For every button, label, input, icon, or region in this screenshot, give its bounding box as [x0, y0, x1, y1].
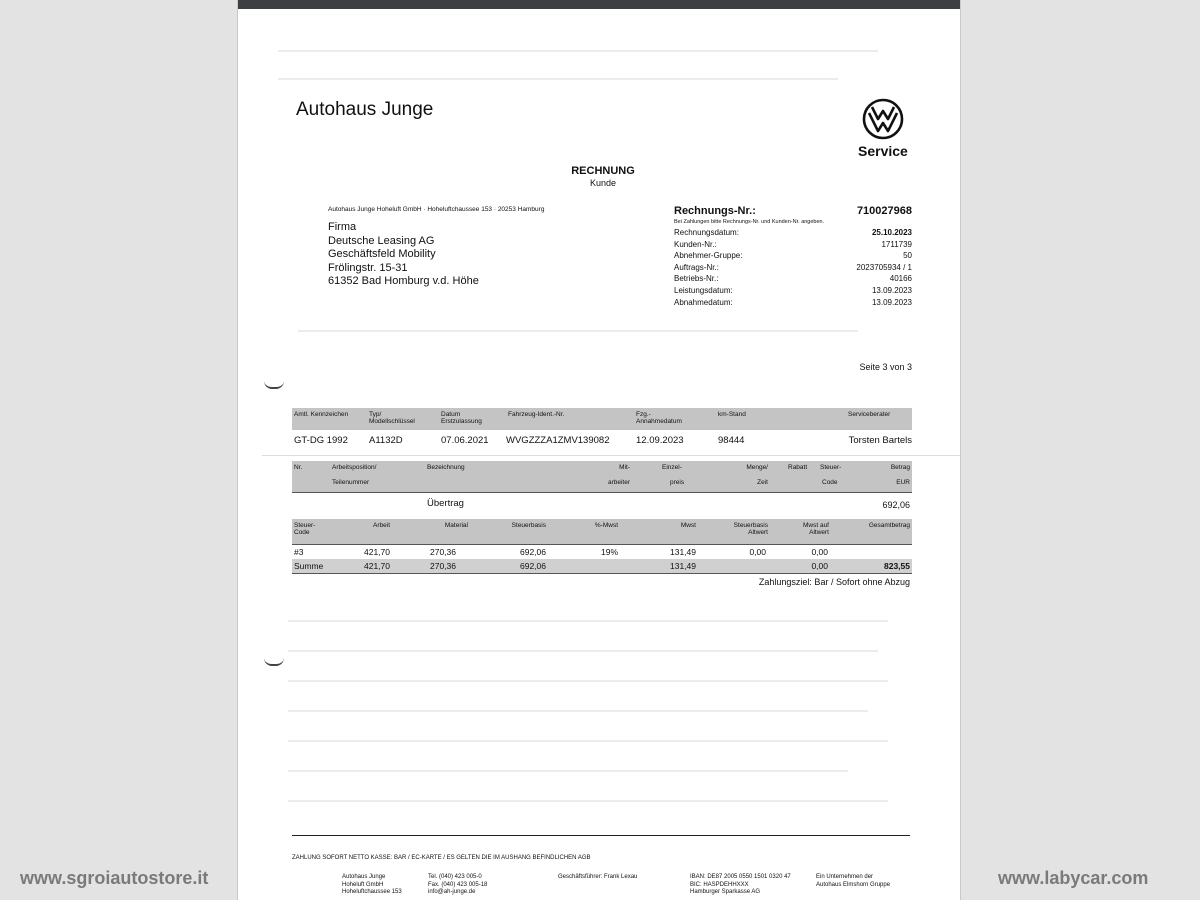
meta-label: Abnehmer-Gruppe: [674, 251, 743, 261]
vehicle-fin: WVGZZZA1ZMV139082 [506, 435, 610, 446]
header-annahme: Fzg.- Annahmedatum [636, 411, 682, 425]
meta-label: Betriebs-Nr.: [674, 274, 719, 284]
tax-material: 270,36 [430, 547, 456, 557]
meta-row [674, 286, 912, 298]
meta-row [674, 274, 912, 286]
footer-line: Hamburger Sparkasse AG [690, 889, 761, 895]
header-erstzulassung: Datum Erstzulassung [441, 411, 482, 425]
footer-line: Ein Unternehmen der [816, 874, 874, 880]
meta-value: 25.10.2023 [871, 228, 912, 237]
payment-terms: Zahlungsziel: Bar / Sofort ohne Abzug [758, 577, 910, 587]
tax-header-mwst: Mwst [680, 522, 696, 529]
tax-mwst: 131,49 [670, 547, 696, 557]
tax-material: 270,36 [430, 561, 456, 571]
punch-mark [264, 381, 284, 389]
meta-value: 13.09.2023 [871, 285, 912, 295]
vehicle-berater: Torsten Bartels [848, 435, 912, 446]
vehicle-erstzulassung: 07.06.2021 [441, 435, 489, 446]
recipient-address [328, 221, 479, 289]
items-header-einzel: Einzel- [662, 464, 682, 471]
tax-basis: 692,06 [520, 561, 546, 571]
meta-row [674, 240, 912, 252]
meta-label: Abnahmedatum: [674, 297, 733, 307]
footer-line: Hoheluftchaussee 153 [342, 889, 402, 895]
items-header-steuer: Steuer- [820, 464, 842, 471]
footer-company [342, 874, 402, 897]
tax-mwst: 131,49 [670, 561, 696, 571]
footer-line: Hoheluft GmbH [342, 881, 384, 888]
items-header-arbeiter: arbeiter [607, 479, 630, 486]
footer-group [816, 874, 890, 889]
recipient-line: 61352 Bad Homburg v.d. Höhe [328, 275, 479, 287]
recipient-line: Geschäftsfeld Mobility [328, 248, 436, 260]
tax-header-basis: Steuerbasis [511, 522, 546, 529]
scan-ghost [288, 800, 888, 802]
tax-header-arbeit: Arbeit [373, 522, 390, 529]
scan-ghost [288, 740, 888, 742]
tax-gesamt: 823,55 [884, 561, 910, 571]
items-rule [292, 492, 912, 493]
invoice-page [238, 0, 960, 900]
items-header-eur: EUR [896, 479, 910, 486]
sender-line: Autohaus Junge Hoheluft GmbH · Hoheluftchaussee 153 · 20253 Hamburg [328, 206, 545, 213]
items-header-menge: Menge/ [746, 464, 768, 471]
footer-line: Tel. (040) 423 005-0 [428, 874, 482, 880]
meta-value: 1711739 [881, 239, 912, 249]
scan-ghost [278, 78, 838, 80]
items-header-betrag: Betrag [890, 464, 910, 471]
footer-rule [292, 835, 910, 836]
meta-label: Rechnungsdatum: [674, 228, 739, 237]
footer-line: Autohaus Elmshorn Gruppe [816, 881, 891, 888]
header-berater: Serviceberater [848, 411, 891, 418]
page-number: Seite 3 von 3 [859, 362, 912, 372]
invoice-number: 710027968 [856, 205, 912, 217]
footer-line: Autohaus Junge [342, 874, 386, 880]
footer-line: Fax. (040) 423 005-18 [428, 881, 488, 888]
footer-payment-note: ZAHLUNG SOFORT NETTO KASSE: BAR / EC-KARTE / ES GELTEN DIE IM AUSHANG BEFINDLICHEN AGB [292, 855, 591, 861]
tax-sum-rule [292, 573, 912, 574]
watermark-right: www.labycar.com [998, 868, 1149, 888]
punch-mark [264, 658, 284, 666]
tax-header-mwst-alt: Mwst auf Altwert [802, 522, 829, 536]
tax-arbeit: 421,70 [364, 561, 390, 571]
tax-code: Summe [294, 561, 324, 571]
tax-code: #3 [294, 547, 304, 557]
uebertrag-value: 692,06 [882, 500, 910, 510]
tax-mwst-alt: 0,00 [811, 561, 828, 571]
vw-logo-icon [862, 98, 904, 140]
footer-bank [690, 874, 791, 897]
meta-row [674, 251, 912, 263]
footer-line: IBAN: DE87 2005 0550 1501 0320 47 [690, 874, 791, 880]
invoice-note: Bei Zahlungen bitte Rechnungs-Nr. und Kunden-Nr. angeben. [674, 219, 825, 225]
vehicle-kennzeichen: GT-DG 1992 [294, 435, 348, 446]
header-km: km-Stand [718, 411, 746, 418]
scan-ghost [298, 330, 858, 332]
recipient-line: Firma [328, 221, 357, 233]
tax-header-pct: %-Mwst [594, 522, 618, 529]
recipient-line: Deutsche Leasing AG [328, 234, 435, 247]
tax-basis: 692,06 [520, 547, 546, 557]
meta-row [674, 298, 912, 310]
scan-ghost [288, 620, 888, 622]
meta-value: 2023705934 / 1 [856, 262, 912, 272]
items-header-code: Code [822, 479, 838, 486]
tax-arbeit: 421,70 [364, 547, 390, 557]
document-title: RECHNUNG [571, 165, 635, 177]
uebertrag-label: Übertrag [427, 498, 464, 509]
items-header-nr: Nr. [294, 464, 303, 471]
meta-label: Auftrags-Nr.: [674, 262, 719, 272]
items-header-mit: Mit- [619, 464, 630, 471]
vehicle-table-rule [262, 455, 960, 456]
tax-basis-alt: 0,00 [749, 547, 766, 557]
meta-label: Leistungsdatum: [674, 285, 733, 295]
tax-header-gesamt: Gesamtbetrag [868, 522, 910, 529]
invoice-meta [674, 228, 912, 309]
meta-row [674, 263, 912, 275]
items-header-bezeichnung: Bezeichnung [427, 464, 465, 471]
tax-header-material: Material [444, 522, 468, 529]
meta-value: 40166 [889, 274, 912, 284]
scan-ghost [288, 770, 848, 772]
scan-ghost [278, 50, 878, 52]
footer-management: Geschäftsführer: Frank Lexau [558, 874, 638, 880]
tax-mwst-alt: 0,00 [811, 547, 828, 557]
items-header-preis: preis [670, 479, 685, 486]
vehicle-typ: A1132D [369, 435, 403, 446]
tax-header-basis-alt: Steuerbasis Altwert [733, 522, 768, 536]
header-kennzeichen: Amtl. Kennzeichen [294, 411, 349, 418]
invoice-number-label: Rechnungs-Nr.: [674, 205, 756, 217]
header-fin: Fahrzeug-Ident.-Nr. [508, 411, 565, 418]
meta-value: 13.09.2023 [871, 297, 912, 307]
tax-pct: 19% [600, 547, 618, 557]
scan-ghost [288, 650, 878, 652]
tax-rule [292, 544, 912, 545]
footer-line: info@ah-junge.de [428, 889, 476, 895]
items-header-pos: Arbeitsposition/ [332, 464, 377, 471]
items-header-zeit: Zeit [757, 479, 768, 486]
scan-ghost [288, 680, 888, 682]
vehicle-annahme: 12.09.2023 [636, 435, 684, 446]
dealer-name: Autohaus Junge [296, 99, 434, 120]
tax-header-code: Steuer- Code [294, 522, 316, 536]
items-header-rabatt: Rabatt [788, 464, 808, 471]
scan-ghost [288, 710, 868, 712]
items-header-teilenr: Teilenummer [332, 479, 370, 486]
page-edge-left [237, 0, 238, 900]
vehicle-km: 98444 [718, 435, 745, 446]
meta-row [674, 228, 912, 240]
meta-label: Kunden-Nr.: [674, 239, 717, 249]
recipient-line: Frölingstr. 15-31 [328, 261, 408, 274]
scanner-top-bar [238, 0, 960, 9]
meta-value: 50 [903, 251, 912, 261]
header-typ: Typ/ Modellschlüssel [369, 411, 415, 425]
page-edge-right [960, 0, 961, 900]
watermark-left: www.sgroiautostore.it [20, 868, 209, 888]
footer-line: BIC: HASPDEHHXXX [690, 881, 749, 888]
document-subtitle: Kunde [589, 178, 617, 188]
service-label: Service [858, 143, 908, 159]
footer-contact [428, 874, 487, 897]
